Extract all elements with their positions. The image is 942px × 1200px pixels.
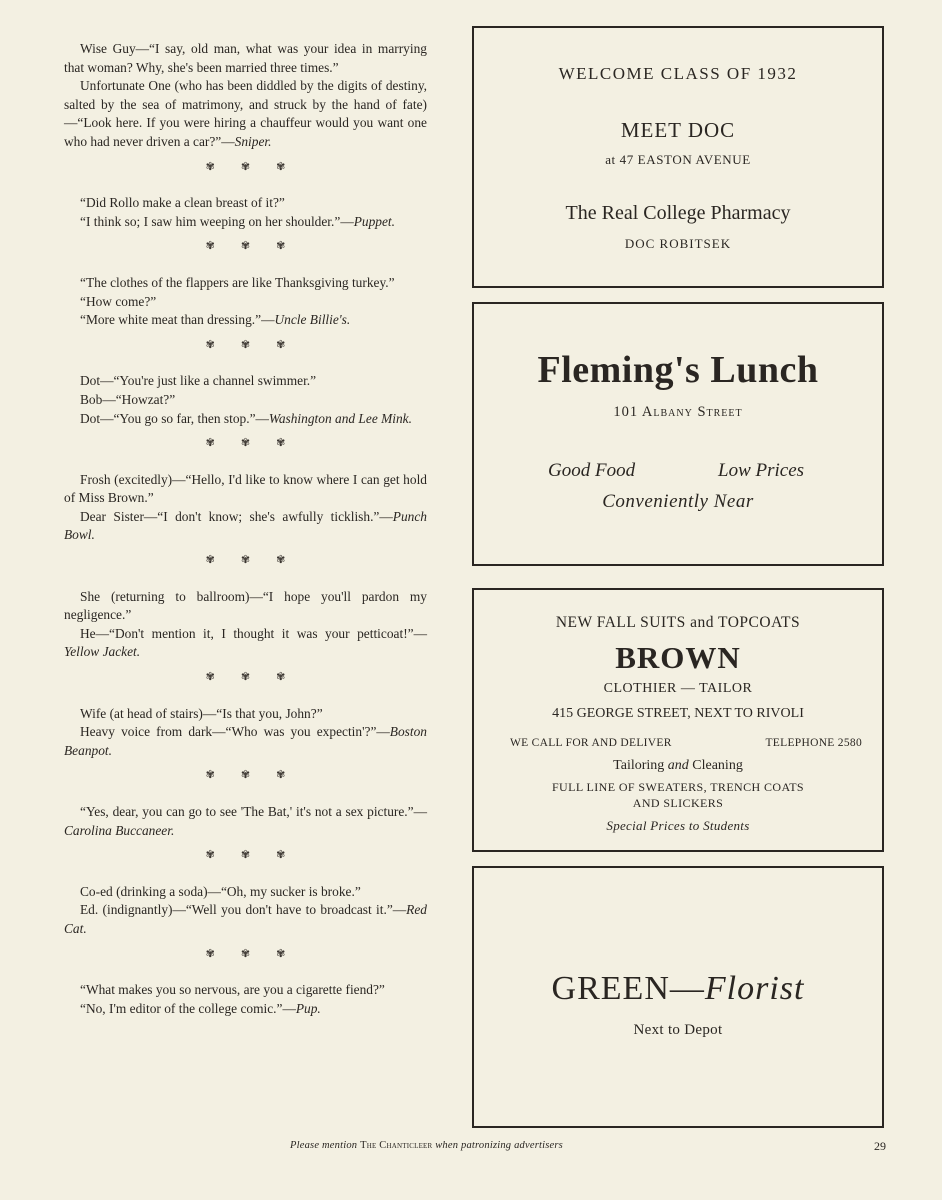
page-number: 29: [874, 1139, 886, 1153]
flemings-lunch-ad: [472, 302, 884, 566]
delivery-notice: WE CALL FOR AND DELIVER: [510, 737, 672, 749]
joke-line: Co-ed (drinking a soda)—“Oh, my sucker is broke.”: [80, 883, 361, 899]
joke: [64, 883, 427, 939]
low-prices-tagline: Low Prices: [718, 460, 805, 481]
joke: [64, 274, 427, 330]
joke: [64, 981, 427, 1018]
jokes-column: [64, 40, 427, 1018]
separator-ornament: ✾✾✾: [205, 160, 312, 173]
joke-line: “The clothes of the flappers are like Thanksgiving turkey.”: [80, 274, 395, 290]
restaurant-name: Fleming's Lunch: [537, 349, 819, 391]
separator-ornament: ✾✾✾: [205, 240, 312, 253]
pharmacy-name: The Real College Pharmacy: [565, 202, 791, 224]
good-food-tagline: Good Food: [548, 460, 636, 481]
joke: [64, 372, 427, 428]
joke-line: He—“Don't mention it, I thought it was your petticoat!”—Yellow Jacket.: [64, 625, 427, 660]
sweaters-line: FULL LINE OF SWEATERS, TRENCH COATS: [551, 780, 804, 794]
joke: [64, 40, 427, 152]
welcome-heading: WELCOME CLASS OF 1932: [558, 64, 798, 83]
joke-line: “I think so; I saw him weeping on her shoulder.”—Puppet.: [80, 213, 395, 229]
meet-doc-heading: MEET DOC: [620, 118, 736, 142]
joke-line: “Did Rollo make a clean breast of it?”: [80, 195, 285, 211]
separator-ornament: ✾✾✾: [205, 554, 312, 567]
student-prices: Special Prices to Students: [606, 818, 750, 833]
joke-line: “Yes, dear, you can go to see 'The Bat,' it's not a sex picture.”—Carolina Buccaneer.: [64, 804, 427, 838]
joke-line: Dot—“You go so far, then stop.”—Washington and Lee Mink.: [80, 410, 412, 426]
joke-line: Heavy voice from dark—“Who was you expectin'?”—Boston Beanpot.: [64, 724, 427, 758]
brown-clothier-ad: [472, 588, 884, 852]
joke: [64, 705, 427, 761]
clothier-trade: CLOTHIER — TAILOR: [603, 681, 753, 696]
joke-line: Wise Guy—“I say, old man, what was your idea in marrying that woman? Why, she's been married three times.”: [64, 41, 427, 75]
pharmacy-address: at 47 EASTON AVENUE: [605, 152, 751, 167]
joke-line: Frosh (excitedly)—“Hello, I'd like to know where I can get hold of Miss Brown.”: [64, 471, 427, 506]
clothier-name: BROWN: [615, 640, 741, 675]
joke-line: Unfortunate One (who has been diddled by the digits of destiny, salted by the sea of matrimony, and struck by the hand of fate)—“Look here. If you were hiring a chauffeur would you want one who had never driven a car?”—Sniper.: [64, 78, 427, 149]
clothier-address: 415 GEORGE STREET, NEXT TO RIVOLI: [552, 706, 804, 721]
joke-line: She (returning to ballroom)—“I hope you'll pardon my negligence.”: [64, 588, 427, 623]
joke-line: Wife (at head of stairs)—“Is that you, John?”: [80, 705, 323, 721]
separator-ornament: ✾✾✾: [205, 671, 312, 684]
separator-ornament: ✾✾✾: [205, 849, 312, 862]
green-florist-ad: [472, 866, 884, 1128]
telephone-number: TELEPHONE 2580: [765, 737, 862, 749]
joke-line: “How come?”: [80, 293, 157, 309]
florist-location: Next to Depot: [633, 1022, 723, 1038]
separator-ornament: ✾✾✾: [205, 437, 312, 450]
joke-line: Dear Sister—“I don't know; she's awfully ticklish.”—Punch Bowl.: [64, 508, 427, 543]
pharmacy-owner: DOC ROBITSEK: [624, 236, 732, 251]
footer-note: Please mention The Chanticleer when patronizing advertisers: [290, 1140, 563, 1151]
tailoring-cleaning: Tailoring and Cleaning: [613, 758, 743, 773]
joke: [64, 471, 427, 545]
joke: [64, 194, 427, 231]
joke-line: Dot—“You're just like a channel swimmer.”: [80, 373, 317, 389]
restaurant-address: 101 Albany Street: [613, 404, 743, 420]
separator-ornament: ✾✾✾: [205, 338, 312, 351]
slickers-line: AND SLICKERS: [632, 796, 724, 810]
joke-line: “More white meat than dressing.”—Uncle Billie's.: [80, 312, 351, 328]
suits-heading: NEW FALL SUITS and TOPCOATS: [555, 614, 801, 631]
separator-ornament: ✾✾✾: [205, 769, 312, 782]
doc-pharmacy-ad: [472, 26, 884, 288]
joke-line: Bob—“Howzat?”: [80, 391, 176, 407]
florist-name: GREEN—Florist: [551, 970, 805, 1007]
joke-line: “No, I'm editor of the college comic.”—Pup.: [80, 1000, 321, 1016]
separator-ornament: ✾✾✾: [205, 947, 312, 960]
joke-line: Ed. (indignantly)—“Well you don't have to broadcast it.”—Red Cat.: [64, 902, 427, 936]
joke: [64, 588, 427, 662]
joke-line: “What makes you so nervous, are you a cigarette fiend?”: [80, 982, 385, 998]
conveniently-near-tagline: Conveniently Near: [602, 491, 754, 512]
joke: [64, 803, 427, 840]
